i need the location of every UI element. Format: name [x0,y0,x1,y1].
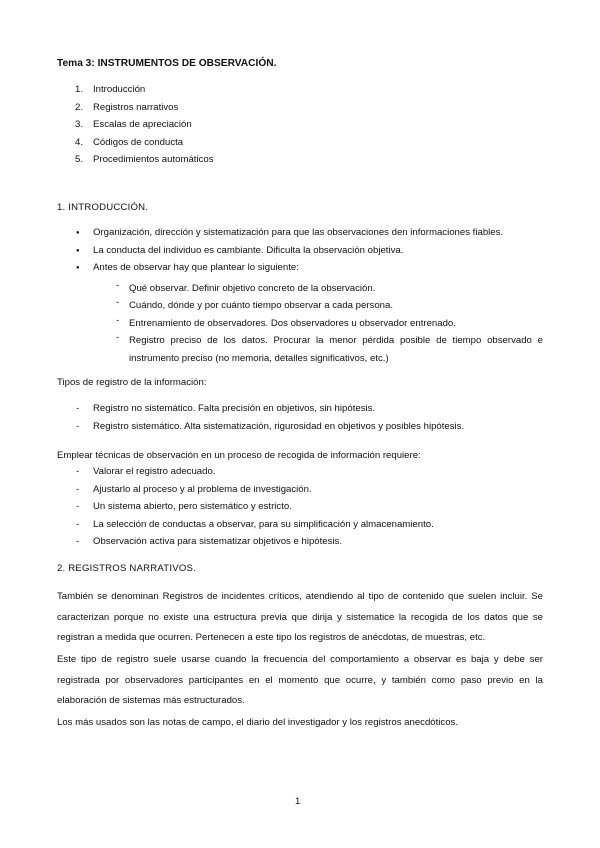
dash-icon: - [76,420,80,432]
emplear-block [57,466,543,554]
emplear-title: Emplear técnicas de observación en un proceso de recogida de información requiere: [57,450,421,461]
bullet-icon: ● [76,230,80,236]
toc-item: 3. Escalas de apreciación [75,119,192,131]
dash-icon: - [116,314,120,326]
toc-item: 4. Códigos de conducta [75,136,184,148]
list-item: - Qué observar. Definir objetivo concreto de la observación. [116,279,376,294]
bullet-icon: ● [76,265,80,271]
list-item: - Registro preciso de los datos. Procurar la menor pérdida posible de tiempo observado e instrumento preciso (no memoria, detalles significativos, etc.) [116,332,543,364]
dash-icon: - [116,279,120,291]
dash-list [57,403,543,438]
dash-icon: - [76,501,80,512]
dash-icon: - [116,332,120,343]
dash-list [57,466,543,554]
page-number: 1 [295,796,301,807]
dash-icon: - [76,403,80,414]
paragraph: Los más usados son las notas de campo, el diario del investigador y los registros anecdóticos. [57,717,459,728]
list-item: - Cuándo, dónde y por cuánto tiempo observar a cada persona. [116,297,394,311]
paragraph: Este tipo de registro suele usarse cuando la frecuencia del comportamiento a observar es baja y debe ser registrada por observadores participantes en el momento que ocurre, y también como paso previo en la elaboración de sistemas más estructurados. [57,654,543,706]
list-item: ● Organización, dirección y sistematización para que las observaciones den informaciones fiables. [76,227,504,238]
list-item: - Un sistema abierto, pero sistemático y estricto. [76,501,292,512]
registro-title: Tipos de registro de la información: [57,377,207,388]
list-item: - Ajustarlo al proceso y al problema de investigación. [76,483,312,495]
list-item: ● La conducta del individuo es cambiante. Dificulta la observación objetiva. [76,244,404,256]
document-title: Tema 3: INSTRUMENTOS DE OBSERVACIÓN. [57,58,277,69]
list-item: - La selección de conductas a observar, para su simplificación y almacenamiento. [76,518,434,530]
list-item: - Observación activa para sistematizar objetivos e hipótesis. [76,536,343,547]
sub-list [57,280,543,368]
section-heading-introduccion: 1. INTRODUCCIÓN. [57,202,149,213]
list-item: - Valorar el registro adecuado. [76,466,216,477]
bullet-icon: ● [76,247,80,254]
toc-item: 2. Registros narrativos [75,101,179,113]
section-heading-registros-narrativos: 2. REGISTROS NARRATIVOS. [57,563,196,574]
dash-icon: - [76,466,80,477]
intro-bullets-block [57,227,543,367]
list-item: - Entrenamiento de observadores. Dos observadores u observador entrenado. [116,314,456,329]
toc-item: 1. Introducción [75,84,146,95]
registro-block [57,403,543,438]
dash-icon: - [76,483,80,495]
list-item: - Registro no sistemático. Falta precisión en objetivos, sin hipótesis. [76,403,376,414]
table-of-contents [75,84,214,172]
dash-icon: - [76,536,80,547]
bullet-list [57,227,543,280]
dash-icon: - [116,297,120,308]
dash-icon: - [76,518,80,530]
list-item: ● Antes de observar hay que plantear lo siguiente: [76,262,299,273]
toc-item: 5. Procedimientos automáticos [75,154,214,166]
list-item: - Registro sistemático. Alta sistematización, rigurosidad en objetivos y posibles hipótesis. [76,420,465,432]
paragraph: También se denominan Registros de incidentes críticos, atendiendo al tipo de contenido que suelen incluir. Se caracterizan porque no existe una estructura previa que dirija y sistematice la recogida de los datos que se registran a medida que ocurren. Pertenecen a este tipo los registros de anécdotas, de muestras, etc. [57,591,543,643]
